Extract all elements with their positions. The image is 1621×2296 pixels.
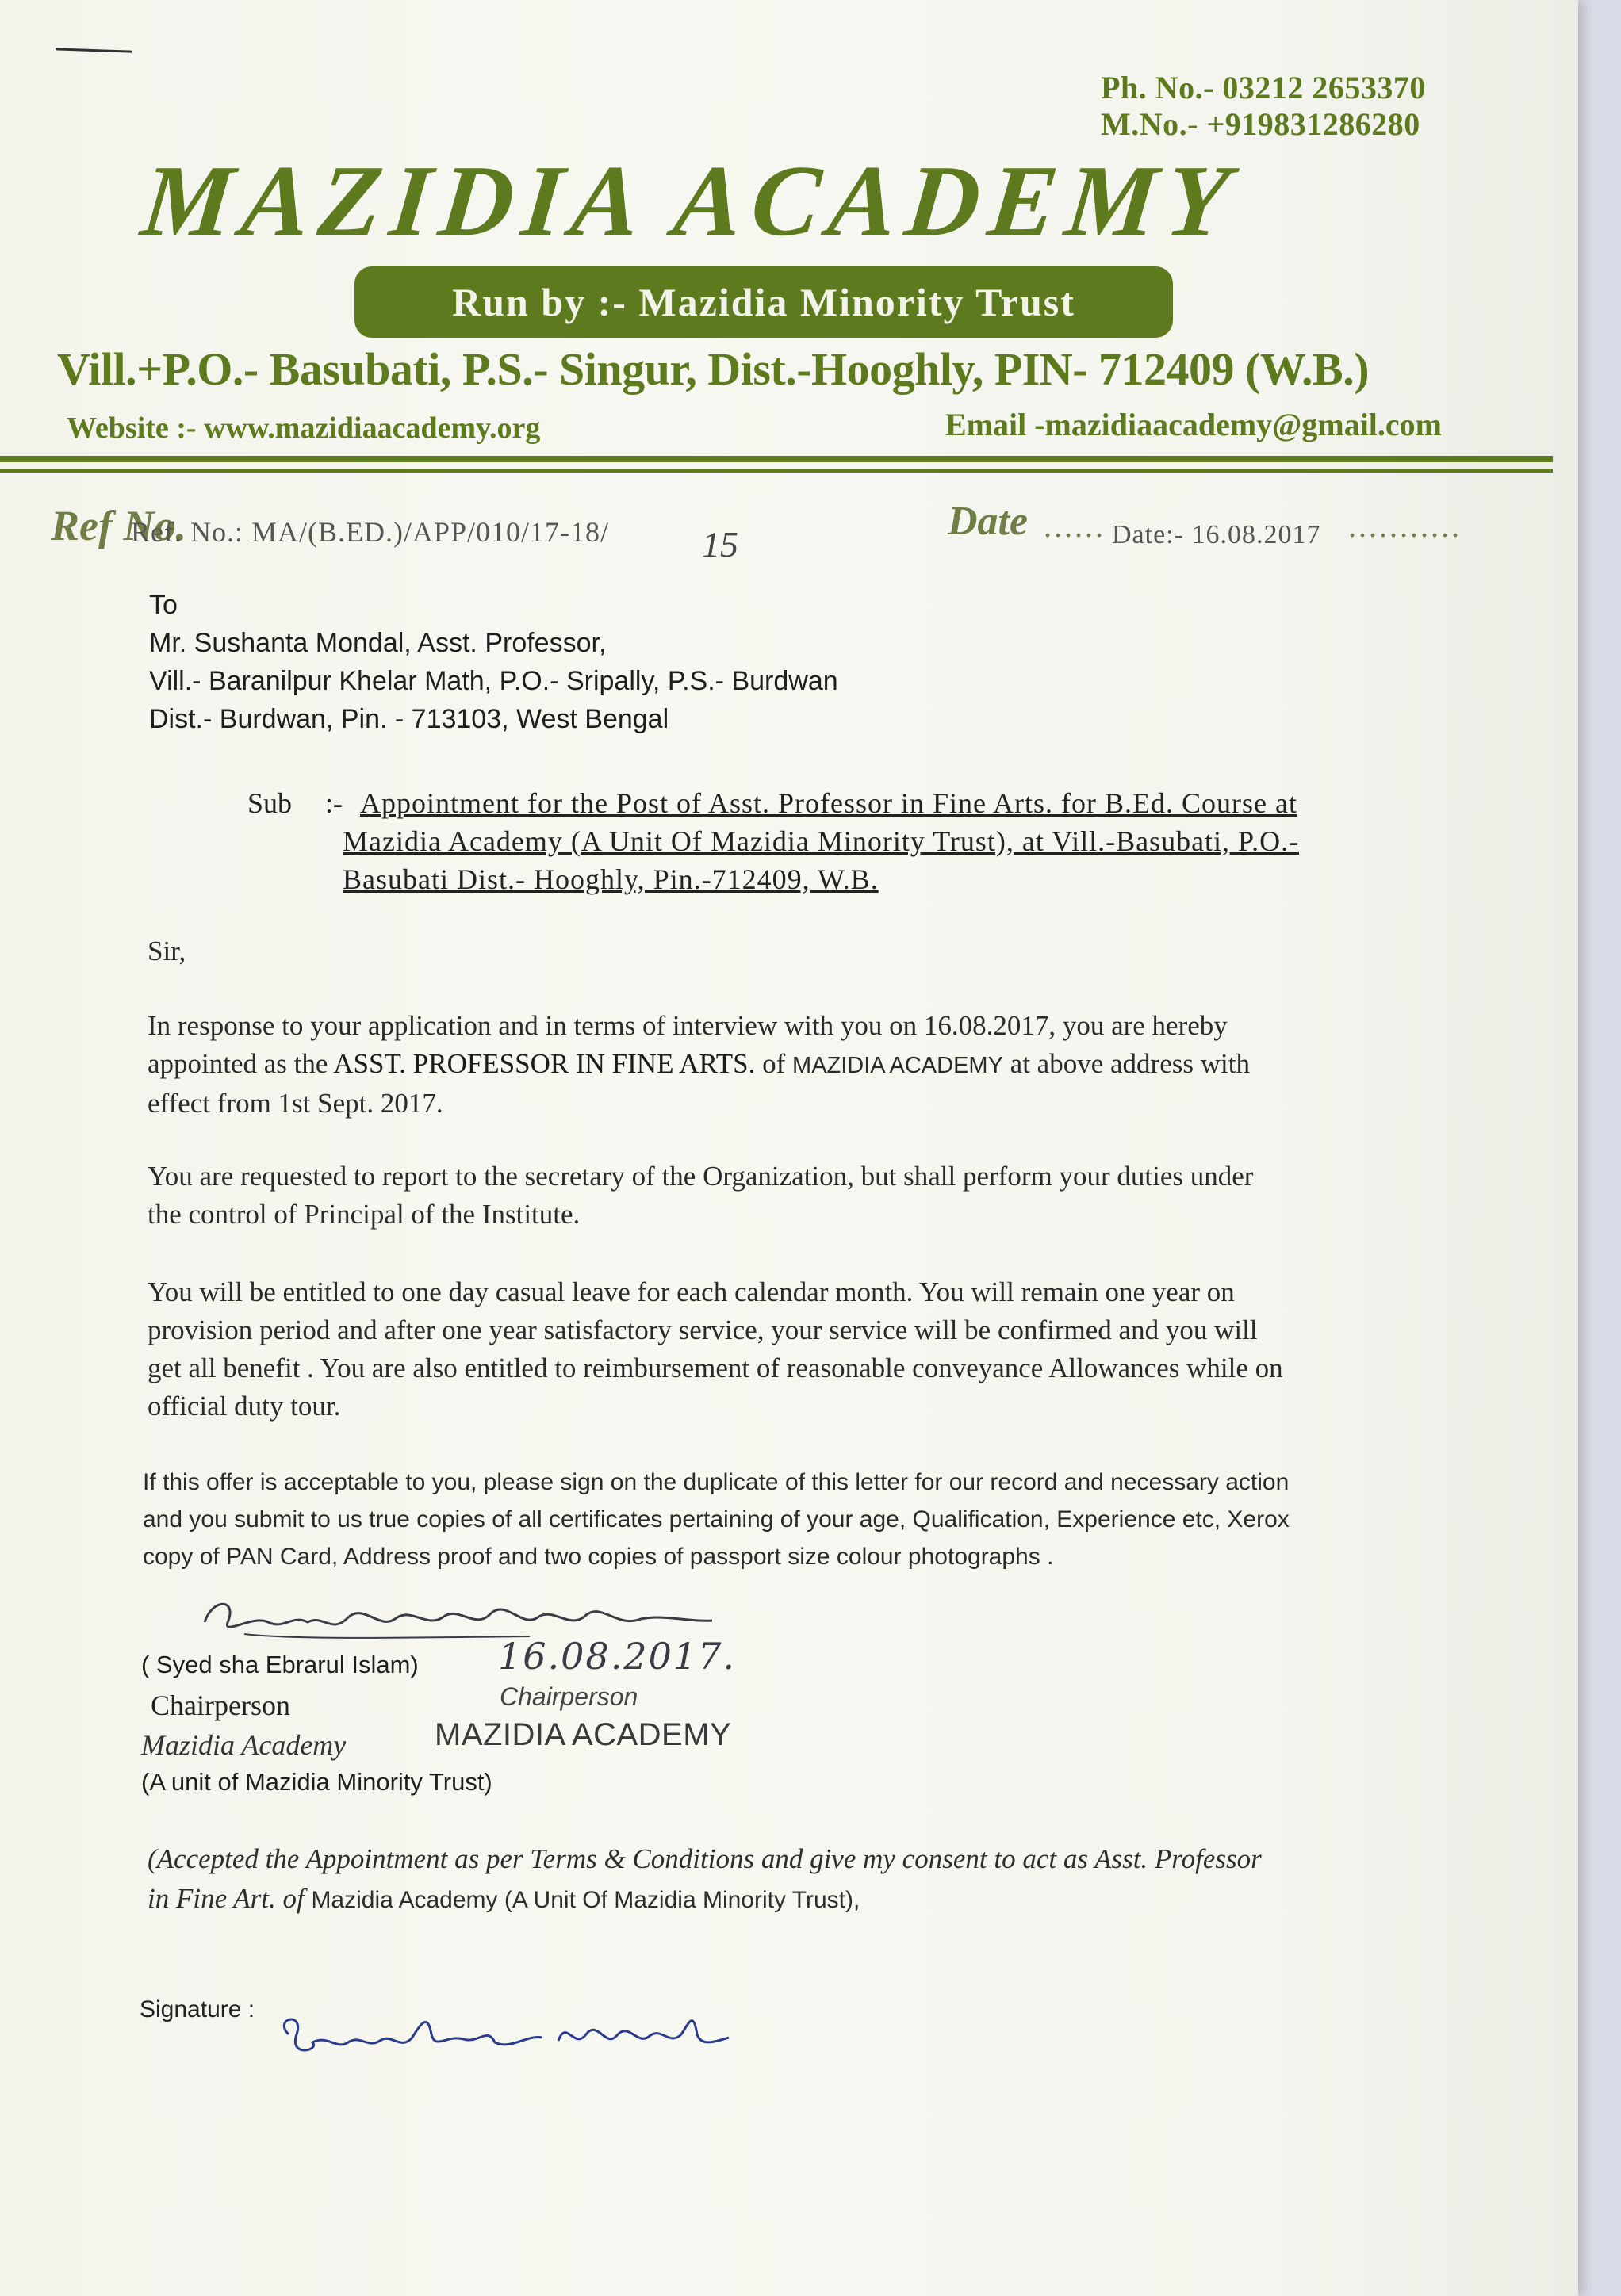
date-printed-label: Date: [948, 499, 1029, 544]
letterhead-email: Email -mazidiaacademy@gmail.com: [945, 407, 1442, 442]
letterhead-phone: [1101, 70, 1426, 143]
academy-name: MAZIDIA ACADEMY: [792, 1053, 1003, 1078]
subject-line: Appointment for the Post of Asst. Professor in Fine Arts. for B.Ed. Course at: [360, 787, 1297, 819]
subject-label: Sub: [247, 787, 293, 819]
letter-date: Date:- 16.08.2017: [1112, 520, 1321, 549]
text-run: at above address with: [1002, 1048, 1250, 1079]
paragraph-line: You are requested to report to the secretary of the Organization, but shall perform your duties under: [148, 1161, 1254, 1192]
signatory-org: Mazidia Academy: [141, 1729, 347, 1761]
stamp-title: Chairperson: [500, 1682, 638, 1711]
paragraph-line: provision period and after one year satisfactory service, your service will be confirmed and you will: [148, 1314, 1258, 1345]
signatory-unit: (A unit of Mazidia Minority Trust): [141, 1768, 492, 1796]
recipient-line: Vill.- Baranilpur Khelar Math, P.O.- Sripally, P.S.- Burdwan: [149, 666, 838, 696]
ref-handwritten-number: 15: [702, 524, 738, 564]
paragraph-offer: [143, 1464, 1507, 1575]
salutation: Sir,: [148, 936, 186, 966]
recipient-to: To: [149, 590, 178, 620]
header-rule-thick: [0, 456, 1553, 462]
subject-line: Basubati Dist.- Hooghly, Pin.-712409, W.B.: [343, 863, 879, 895]
phone-number: Ph. No.- 03212 2653370: [1101, 70, 1426, 105]
signatory-title: Chairperson: [151, 1689, 290, 1721]
acceptance-line: [148, 1879, 1512, 1920]
paragraph-line: official duty tour.: [148, 1391, 341, 1422]
run-by-banner: Run by :- Mazidia Minority Trust: [354, 266, 1173, 338]
paragraph-line: In response to your application and in terms of interview with you on 16.08.2017, you are hereby: [148, 1010, 1228, 1041]
subject-colon: :-: [325, 787, 343, 819]
header-rule-thin: [0, 469, 1553, 473]
pen-mark: [56, 48, 132, 52]
ref-no-printed-label: Ref No.: [51, 502, 186, 549]
letterhead-website: Website :- www.mazidiaacademy.org: [67, 411, 541, 445]
paragraph-line: You will be entitled to one day casual leave for each calendar month. You will remain one year on: [148, 1276, 1235, 1307]
date-dotted-line-end: ...........: [1348, 508, 1462, 544]
acceptance-line: (Accepted the Appointment as per Terms & Conditions and give my consent to act as Asst. Professor: [148, 1843, 1262, 1874]
paragraph-reporting: [148, 1158, 1504, 1234]
paragraph-line: If this offer is acceptable to you, please sign on the duplicate of this letter for our record and necessary action: [143, 1469, 1290, 1495]
recipient-line: Dist.- Burdwan, Pin. - 713103, West Bengal: [149, 704, 669, 734]
paragraph-line: get all benefit . You are also entitled to reimbursement of reasonable conveyance Allowances while on: [148, 1353, 1283, 1383]
acceptance-statement: [148, 1839, 1512, 1920]
signature-label: Signature :: [140, 1996, 255, 2022]
ref-number: Ref. No.: MA/(B.ED.)/APP/010/17-18/: [131, 516, 610, 548]
recipient-line: Mr. Sushanta Mondal, Asst. Professor,: [149, 628, 607, 658]
paragraph-line: effect from 1st Sept. 2017.: [148, 1088, 443, 1119]
text-run: of: [755, 1048, 793, 1079]
text-run: appointed as the: [148, 1048, 334, 1079]
stamp-org: MAZIDIA ACADEMY: [435, 1717, 732, 1752]
signatory-name: ( Syed sha Ebrarul Islam): [141, 1651, 419, 1678]
paragraph-line: [148, 1045, 1504, 1085]
letterhead-title: MAZIDIA ACADEMY: [136, 144, 1244, 257]
paragraph-leave: [148, 1273, 1504, 1425]
text-run: in Fine Art. of: [148, 1883, 312, 1914]
mobile-number: M.No.- +919831286280: [1101, 106, 1420, 142]
paragraph-line: the control of Principal of the Institute.: [148, 1199, 581, 1230]
subject-line: Mazidia Academy (A Unit Of Mazidia Minority Trust), at Vill.-Basubati, P.O.-: [343, 825, 1300, 857]
recipient-signature-image: [273, 2003, 749, 2074]
paragraph-line: copy of PAN Card, Address proof and two copies of passport size colour photographs .: [143, 1544, 1054, 1570]
paragraph-appointment: [148, 1007, 1504, 1123]
signing-date: 16.08.2017.: [498, 1635, 736, 1678]
post-title: ASST. PROFESSOR IN FINE ARTS.: [333, 1048, 756, 1079]
letterhead-address: Vill.+P.O.- Basubati, P.S.- Singur, Dist.-Hooghly, PIN- 712409 (W.B.): [57, 343, 1370, 395]
paragraph-line: and you submit to us true copies of all certificates pertaining of your age, Qualification, Experience etc, Xerox: [143, 1506, 1290, 1533]
date-dotted-line: ......: [1044, 508, 1106, 544]
text-run: Mazidia Academy (A Unit Of Mazidia Minority Trust),: [311, 1887, 860, 1913]
